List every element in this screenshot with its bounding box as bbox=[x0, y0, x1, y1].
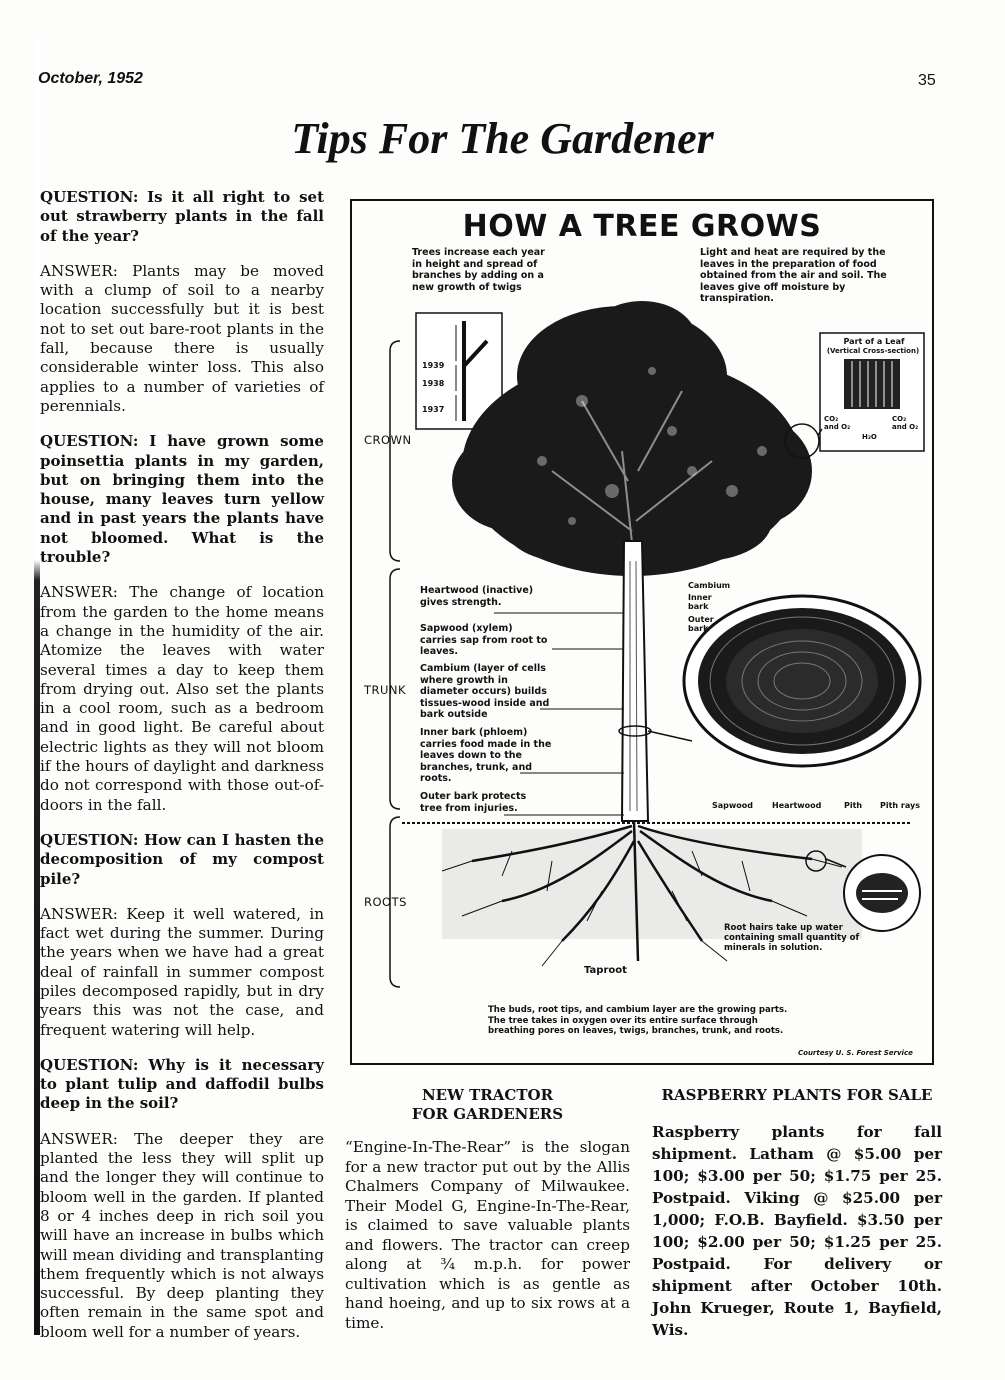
inner-bark-note: Inner bark (phloem) carries food made in the leaves down to the branches, trunk, and roots. bbox=[420, 727, 552, 784]
tractor-heading: NEW TRACTOR FOR GARDENERS bbox=[411, 1086, 564, 1123]
tree-diagram bbox=[350, 199, 934, 1065]
question-4: QUESTION: Why is it necessary to plant tulip and daffodil bulbs deep in the soil? bbox=[40, 1055, 324, 1113]
answer-4: ANSWER: The deeper they are planted the less they will split up and the longer they will continue to bloom well in the garden. If planted 8 or 4 inches deep in rich soil you will have an increase in bulbs which will mean dividing and transplanting them frequently which is not always successful. By deep planting they often remain in the same spot and bloom well for a number of years. bbox=[40, 1129, 324, 1341]
leaf-gas-left: CO₂ and O₂ bbox=[824, 415, 851, 431]
outer-bark-label: Outer bark bbox=[688, 615, 714, 633]
answer-3: ANSWER: Keep it well watered, in fact wet during the summer. During the years when we have had a great deal of rainfall in summer compost piles decomposed rapidly, but in dry years this was not the case, and frequent watering will help. bbox=[40, 904, 324, 1039]
question-1: QUESTION: Is it all right to set out strawberry plants in the fall of the year? bbox=[40, 188, 324, 245]
crown-label: CROWN bbox=[364, 433, 412, 447]
growing-parts-note: The buds, root tips, and cambium layer are the growing parts. The tree takes in oxygen over its entire surface through breathing pores on leaves, twigs, branches, trunk, and roots. bbox=[488, 1005, 788, 1036]
question-2: QUESTION: I have grown some poinsettia plants in my garden, but on bringing them into the house, many leaves turn yellow and in past years the plants have not bloomed. What is the trouble? bbox=[40, 432, 324, 567]
trunk-label: TRUNK bbox=[364, 683, 407, 697]
raspberry-heading: RASPBERRY PLANTS FOR SALE bbox=[661, 1086, 933, 1104]
growth-note: Trees increase each year in height and spread of branches by adding on a new growth of twigs bbox=[412, 247, 545, 293]
answer-1: ANSWER: Plants may be moved with a clump of soil to a nearby location successfully but it is best not to set out bare-root plants in the fall, because there is usually considerable winter loss. This also applies to a number of varieties of perennials. bbox=[40, 261, 324, 415]
leaf-gas-bottom: H₂O bbox=[862, 433, 877, 441]
year-label: 1937 bbox=[422, 405, 445, 414]
raspberry-ad bbox=[652, 1086, 942, 1341]
transpiration-note: Light and heat are required by the leaves in the preparation of food obtained from the air and soil. The leaves give off moisture by transpiration. bbox=[700, 247, 887, 304]
roots-label: ROOTS bbox=[364, 895, 407, 909]
question-3: QUESTION: How can I hasten the decomposition of my compost pile? bbox=[40, 830, 324, 888]
tractor-body: “Engine-In-The-Rear” is the slogan for a new tractor put out by the Allis Chalmers Company of Milwaukee. Their Model G, Engine-In-The-Rear, is claimed to save valuable plants and flowers. The tractor can creep along at ¾ m.p.h. for power cultivation which is as gentle as hand hoeing, and up to six rows at a time. bbox=[345, 1138, 630, 1332]
year-label: 1939 bbox=[422, 361, 445, 370]
issue-date: October, 1952 bbox=[38, 70, 143, 87]
leaf-label: Part of a Leaf bbox=[843, 337, 905, 346]
year-label: 1938 bbox=[422, 379, 445, 388]
raspberry-body: Raspberry plants for fall shipment. Latham @ $5.00 per 100; $3.00 per 50; $1.75 per 25. Postpaid. Viking @ $25.00 per 1,000; F.O.B. Bayfield. $3.50 per 100; $2.00 per 50; $1.25 per 25. Postpaid. For delivery or shipment after October 10th. John Krueger, Route 1, Bayfield, Wis. bbox=[652, 1123, 942, 1339]
cambium-note: Cambium (layer of cells where growth in diameter occurs) builds tissues-wood inside and bark outside bbox=[420, 663, 550, 720]
page-number: 35 bbox=[918, 72, 936, 89]
tractor-article bbox=[345, 1086, 630, 1333]
sapwood-note: Sapwood (xylem) carries sap from root to leaves. bbox=[420, 623, 548, 657]
diagram-title: HOW A TREE GROWS bbox=[462, 209, 822, 244]
leaf-sublabel: (Vertical Cross-section) bbox=[826, 347, 920, 355]
leaf-gas-right: CO₂ and O₂ bbox=[892, 415, 919, 431]
taproot-label: Taproot bbox=[584, 965, 627, 976]
heartwood-note: Heartwood (inactive) gives strength. bbox=[420, 585, 534, 608]
outer-bark-note: Outer bark protects tree from injuries. bbox=[420, 791, 527, 814]
pith-rays-label: Pith rays bbox=[880, 801, 920, 810]
pith-label: Pith bbox=[844, 801, 863, 810]
qa-column bbox=[40, 188, 324, 1358]
heartwood-label: Heartwood bbox=[772, 801, 822, 810]
inner-bark-label: Inner bark bbox=[688, 593, 712, 611]
cambium-label: Cambium bbox=[688, 581, 731, 590]
sapwood-label: Sapwood bbox=[712, 801, 753, 810]
page-title: Tips For The Gardener bbox=[291, 114, 714, 163]
figure-credit: Courtesy U. S. Forest Service bbox=[798, 1049, 913, 1057]
root-hairs-note: Root hairs take up water containing small quantity of minerals in solution. bbox=[724, 923, 860, 953]
answer-2: ANSWER: The change of location from the garden to the home means a change in the humidity of the air. Atomize the leaves with water several times a day to keep them from drying out. Also set the plants in a cool room, such as a bedroom and in good light. Be careful about electric lights as they will not bloom if the hours of daylight and darkness do not correspond with those out-of-doors in the fall. bbox=[40, 583, 324, 814]
